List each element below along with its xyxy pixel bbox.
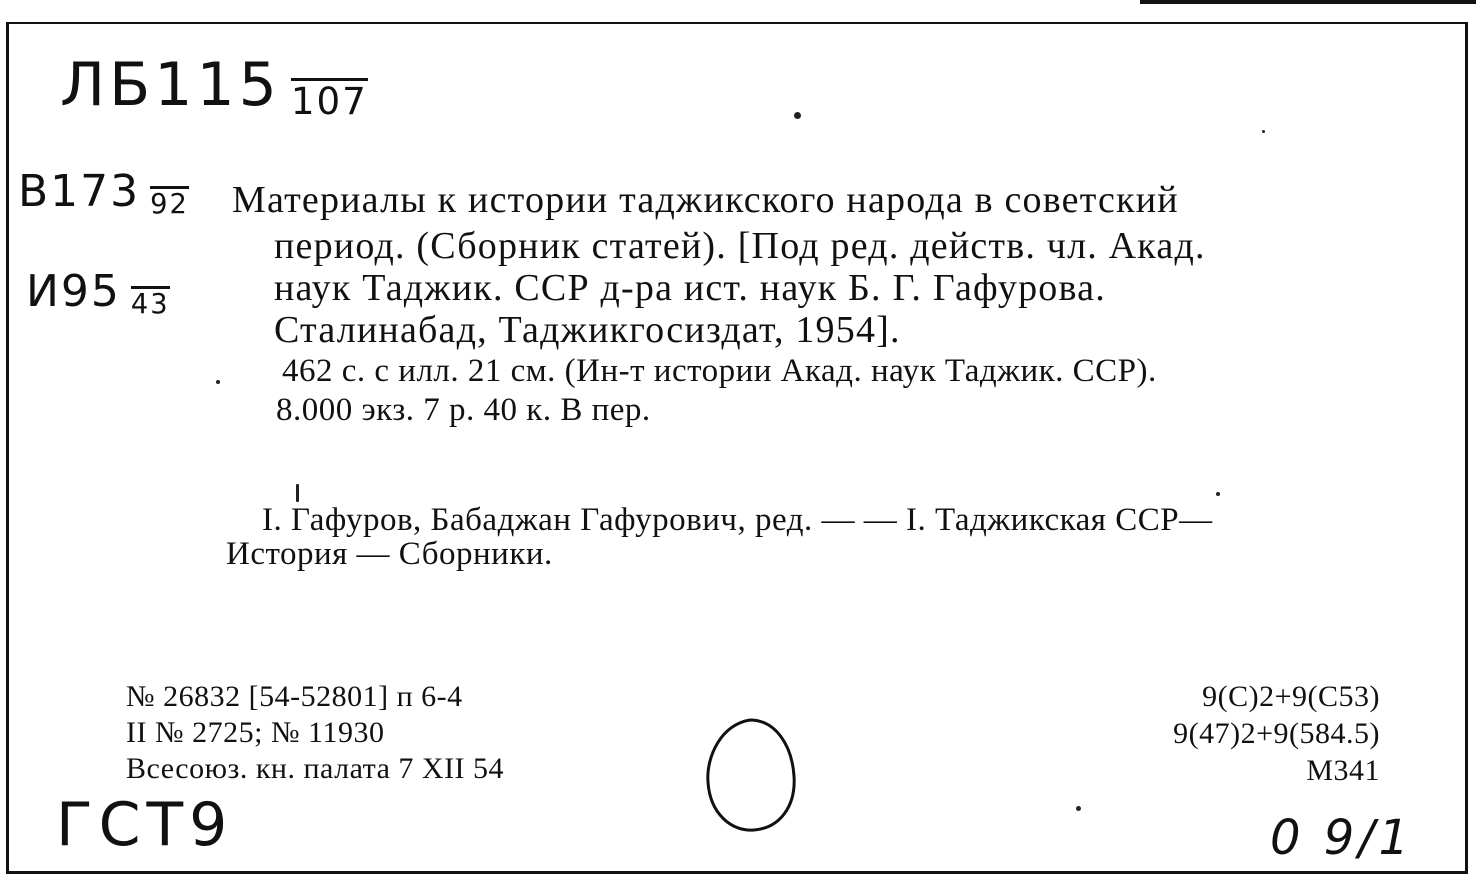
call-number-1-sub: 92	[150, 186, 189, 218]
footer-left-line-1: № 26832 [54-52801] п 6-4	[126, 680, 463, 713]
classification-block	[1173, 680, 1380, 787]
entry-line-2: период. (Сборник статей). [Под ред. действ. чл. Акад.	[274, 225, 1206, 267]
speck	[296, 484, 299, 502]
entry-line-3: наук Таджик. ССР д-ра ист. наук Б. Г. Гафурова.	[274, 267, 1106, 309]
bottom-right-handwritten: 0 9/1	[1270, 810, 1414, 866]
speck	[1076, 806, 1081, 811]
speck	[794, 112, 801, 119]
oval-stamp-mark	[702, 716, 800, 836]
entry-line-6: 8.000 экз. 7 р. 40 к. В пер.	[276, 392, 651, 428]
speck	[1216, 492, 1220, 496]
shelfmark-handwritten	[60, 50, 368, 124]
entry-line-5: 462 с. с илл. 21 см. (Ин-т истории Акад. наук Таджик. ССР).	[282, 353, 1157, 389]
tracing-line-2: История — Сборники.	[226, 536, 553, 572]
entry-line-4: Сталинабад, Таджикгосиздат, 1954].	[274, 309, 901, 351]
call-number-1-handwritten	[18, 166, 189, 218]
tracing-line-1: I. Гафуров, Бабаджан Гафурович, ред. — — I. Таджикская ССР—	[262, 502, 1213, 538]
call-number-2-main: И95	[26, 266, 121, 317]
classification-line-3: М341	[1306, 754, 1380, 787]
speck	[1262, 130, 1265, 133]
bottom-left-handwritten: ГСТ9	[56, 790, 234, 860]
shelfmark-main: ЛБ115	[60, 50, 281, 120]
shelfmark-sub: 107	[290, 79, 368, 124]
footer-left-line-3: Всесоюз. кн. палата 7 XII 54	[126, 752, 505, 785]
entry-line-1: Материалы к истории таджикского народа в советский	[232, 179, 1179, 221]
classification-line-2: 9(47)2+9(584.5)	[1173, 717, 1380, 750]
card-top-edge	[1140, 0, 1476, 4]
classification-line-1: 9(С)2+9(С53)	[1202, 680, 1380, 713]
call-number-2-handwritten	[26, 266, 170, 318]
call-number-2-sub: 43	[131, 286, 170, 318]
speck	[216, 380, 220, 384]
call-number-1-main: В173	[18, 166, 141, 217]
footer-left-line-2: II № 2725; № 11930	[126, 716, 385, 749]
